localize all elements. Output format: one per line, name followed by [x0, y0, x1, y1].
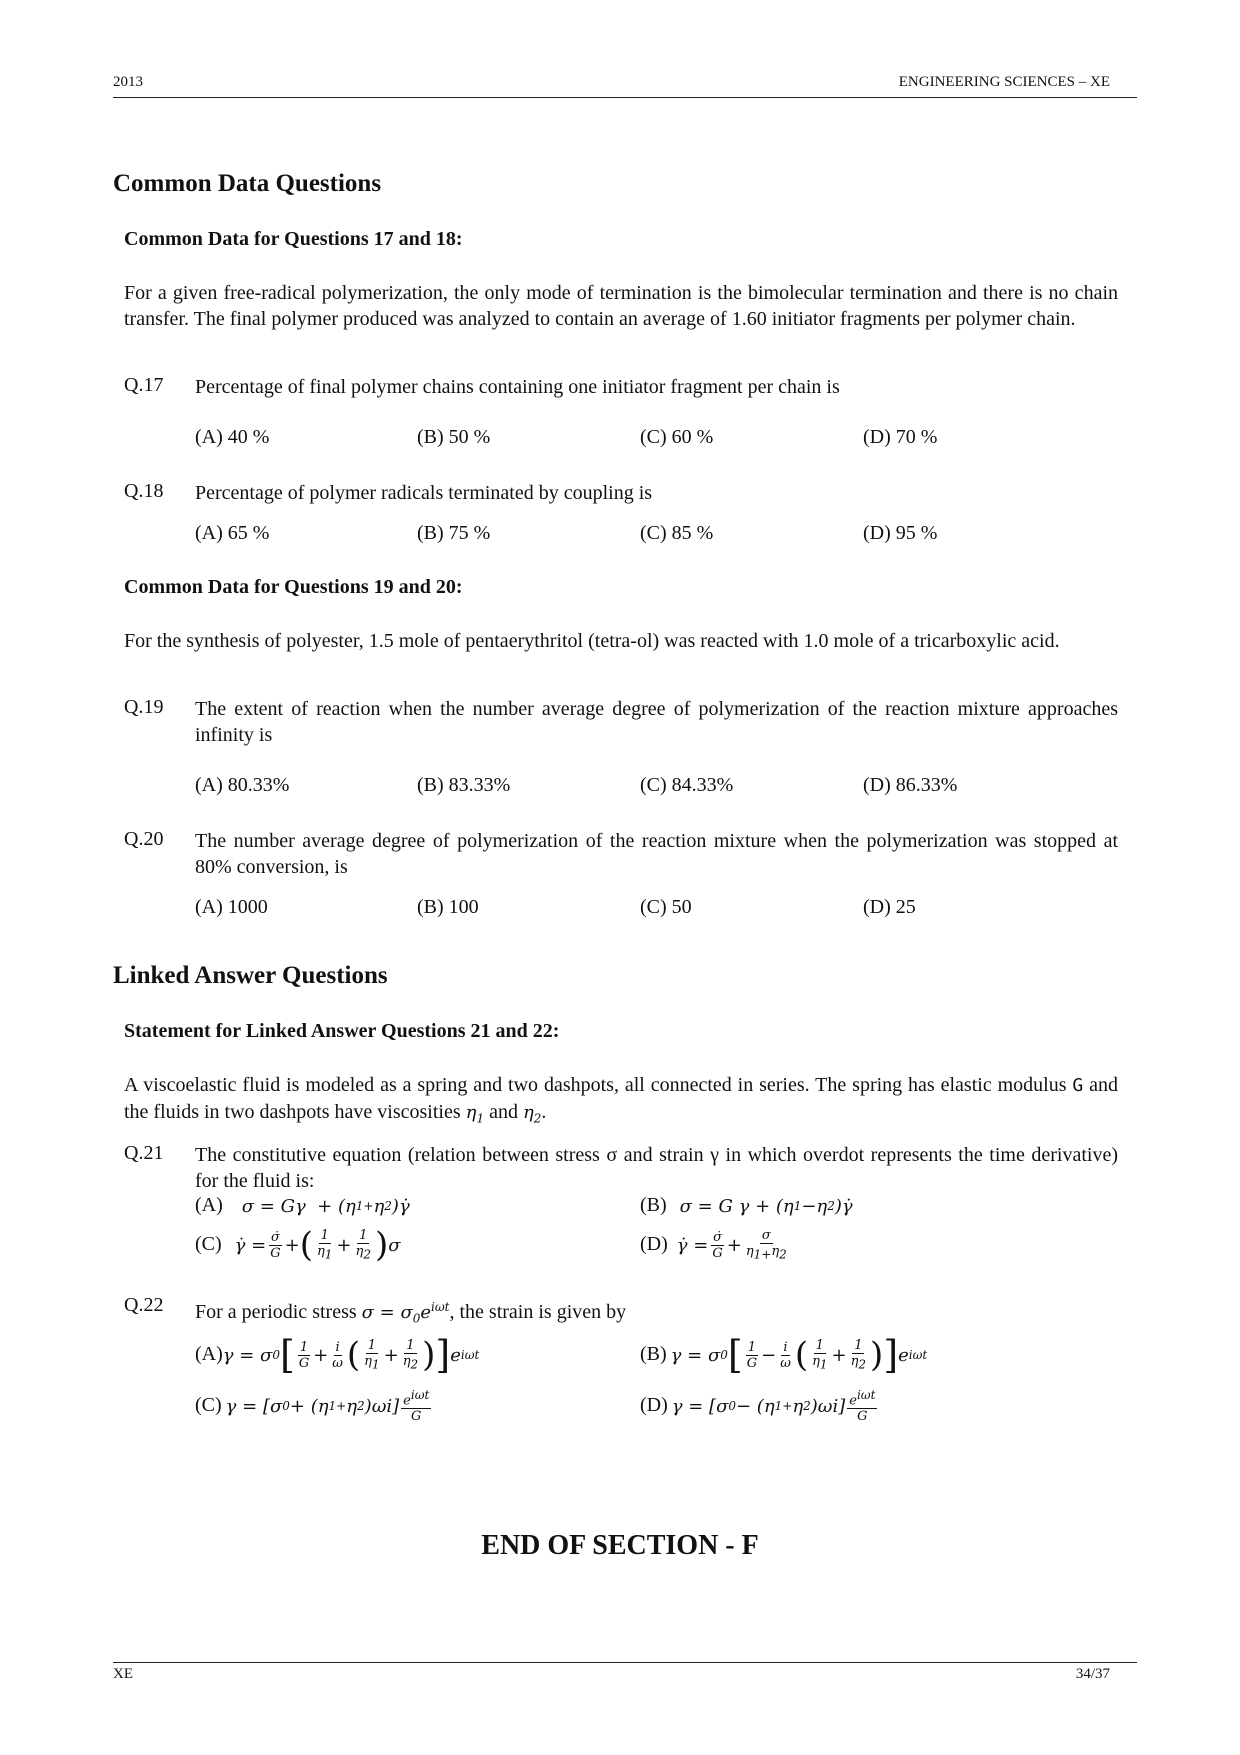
q19-option-c: (C) 84.33%	[640, 774, 734, 796]
q20-option-d: (D) 25	[863, 896, 916, 918]
q17-option-d: (D) 70 %	[863, 426, 938, 448]
header-rule	[113, 97, 1137, 98]
common-data-text-19-20: For the synthesis of polyester, 1.5 mole of pentaerythritol (tetra-ol) was reacted with 1.0 mole of a tricarboxylic acid.	[124, 630, 1060, 652]
question-text-17: Percentage of final polymer chains containing one initiator fragment per chain is	[195, 376, 840, 398]
q19-option-b: (B) 83.33%	[417, 774, 511, 796]
q19-option-d: (D) 86.33%	[863, 774, 958, 796]
question-text-21: The constitutive equation (relation between stress σ and strain γ in which overdot represents the time derivative) for the fluid is:	[195, 1144, 1118, 1192]
q20-option-c: (C) 50	[640, 896, 692, 918]
q18-option-a: (A) 65 %	[195, 522, 270, 544]
q17-option-a: (A) 40 %	[195, 426, 270, 448]
q22-option-b: (B) γ = σ 0 [ $\frac{1}{G}$ − $\frac{i}{\omega}$ ( $\frac{1}{\eta_1}$ + $\frac{1}{\eta_2}$ ) ] e iωt	[640, 1333, 928, 1378]
common-data-heading-19-20: Common Data for Questions 19 and 20:	[124, 576, 463, 598]
q19-option-a: (A) 80.33%	[195, 774, 290, 796]
q21-option-a: (A) σ = Gγ + (η 1+ η 2 )γ̇	[195, 1194, 410, 1217]
q18-option-b: (B) 75 %	[417, 522, 491, 544]
question-number-21: Q.21	[124, 1142, 164, 1164]
section-heading-linked: Linked Answer Questions	[113, 962, 388, 989]
q17-option-b: (B) 50 %	[417, 426, 491, 448]
q22-option-c: (C) γ = [σ 0 + (η 1+ η 2 )ωi] $\frac{e^{i\omega t}}{G}$	[195, 1388, 430, 1425]
question-number-17: Q.17	[124, 374, 164, 396]
question-text-20: The number average degree of polymerization of the reaction mixture when the polymerization was stopped at 80% conversion, is	[195, 830, 1118, 878]
q21-option-c: (C) γ̇ = $\frac{\sigmȧ}{G}$ + ( $\frac{1}{\eta_1}$ + $\frac{1}{\eta_2}$ ) σ	[195, 1225, 401, 1266]
q22-option-d: (D) γ = [σ 0 − (η 1+ η 2 )ωi] $\frac{e^{i\omega t}}{G}$	[640, 1388, 876, 1425]
question-number-19: Q.19	[124, 696, 164, 718]
question-number-18: Q.18	[124, 480, 164, 502]
question-number-22: Q.22	[124, 1294, 164, 1316]
linked-statement-text: A viscoelastic fluid is modeled as a spring and two dashpots, all connected in series. The spring has elastic modulus G and the fluids in two dashpots have viscosities $\eta_1$ and $\eta_2$.	[124, 1074, 1118, 1126]
end-of-section: END OF SECTION - F	[481, 1530, 759, 1561]
footer-rule	[113, 1662, 1137, 1663]
q18-option-c: (C) 85 %	[640, 522, 714, 544]
header-year: 2013	[113, 74, 143, 90]
q18-option-d: (D) 95 %	[863, 522, 938, 544]
header-title: ENGINEERING SCIENCES – XE	[898, 74, 1110, 90]
question-number-20: Q.20	[124, 828, 164, 850]
q21-option-b: (B) σ = G γ + (η 1 −η 2 )γ̇	[640, 1194, 853, 1217]
common-data-heading-17-18: Common Data for Questions 17 and 18:	[124, 228, 463, 250]
q17-option-c: (C) 60 %	[640, 426, 714, 448]
q20-option-a: (A) 1000	[195, 896, 268, 918]
question-text-22: For a periodic stress $\sigma = \sigma_0e^{i\omega t}$, the strain is given by	[195, 1300, 627, 1326]
question-text-18: Percentage of polymer radicals terminated by coupling is	[195, 482, 653, 504]
symbol-g: G	[1072, 1075, 1084, 1096]
q21-option-d: (D) γ̇ = $\frac{\sigmȧ}{G}$ + $\frac{\sigma}{\eta_{1+}\eta_2}$	[640, 1228, 787, 1262]
q22-option-a: (A)γ = σ 0 [ $\frac{1}{G}$ + $\frac{i}{\omega}$ ( $\frac{1}{\eta_1}$ + $\frac{1}{\eta_2}$ ) ] e iωt	[195, 1333, 480, 1378]
q20-option-b: (B) 100	[417, 896, 479, 918]
question-text-19: The extent of reaction when the number average degree of polymerization of the reaction mixture approaches infinity is	[195, 698, 1118, 746]
footer-page-number: 34/37	[1075, 1666, 1110, 1682]
common-data-text-17-18: For a given free-radical polymerization, the only mode of termination is the bimolecular termination and there is no chain transfer. The final polymer produced was analyzed to contain an average of 1.60 initiator fragments per polymer chain.	[124, 282, 1118, 330]
footer-exam-code: XE	[113, 1666, 133, 1682]
linked-statement-heading: Statement for Linked Answer Questions 21 and 22:	[124, 1020, 560, 1042]
section-heading-common: Common Data Questions	[113, 170, 382, 197]
